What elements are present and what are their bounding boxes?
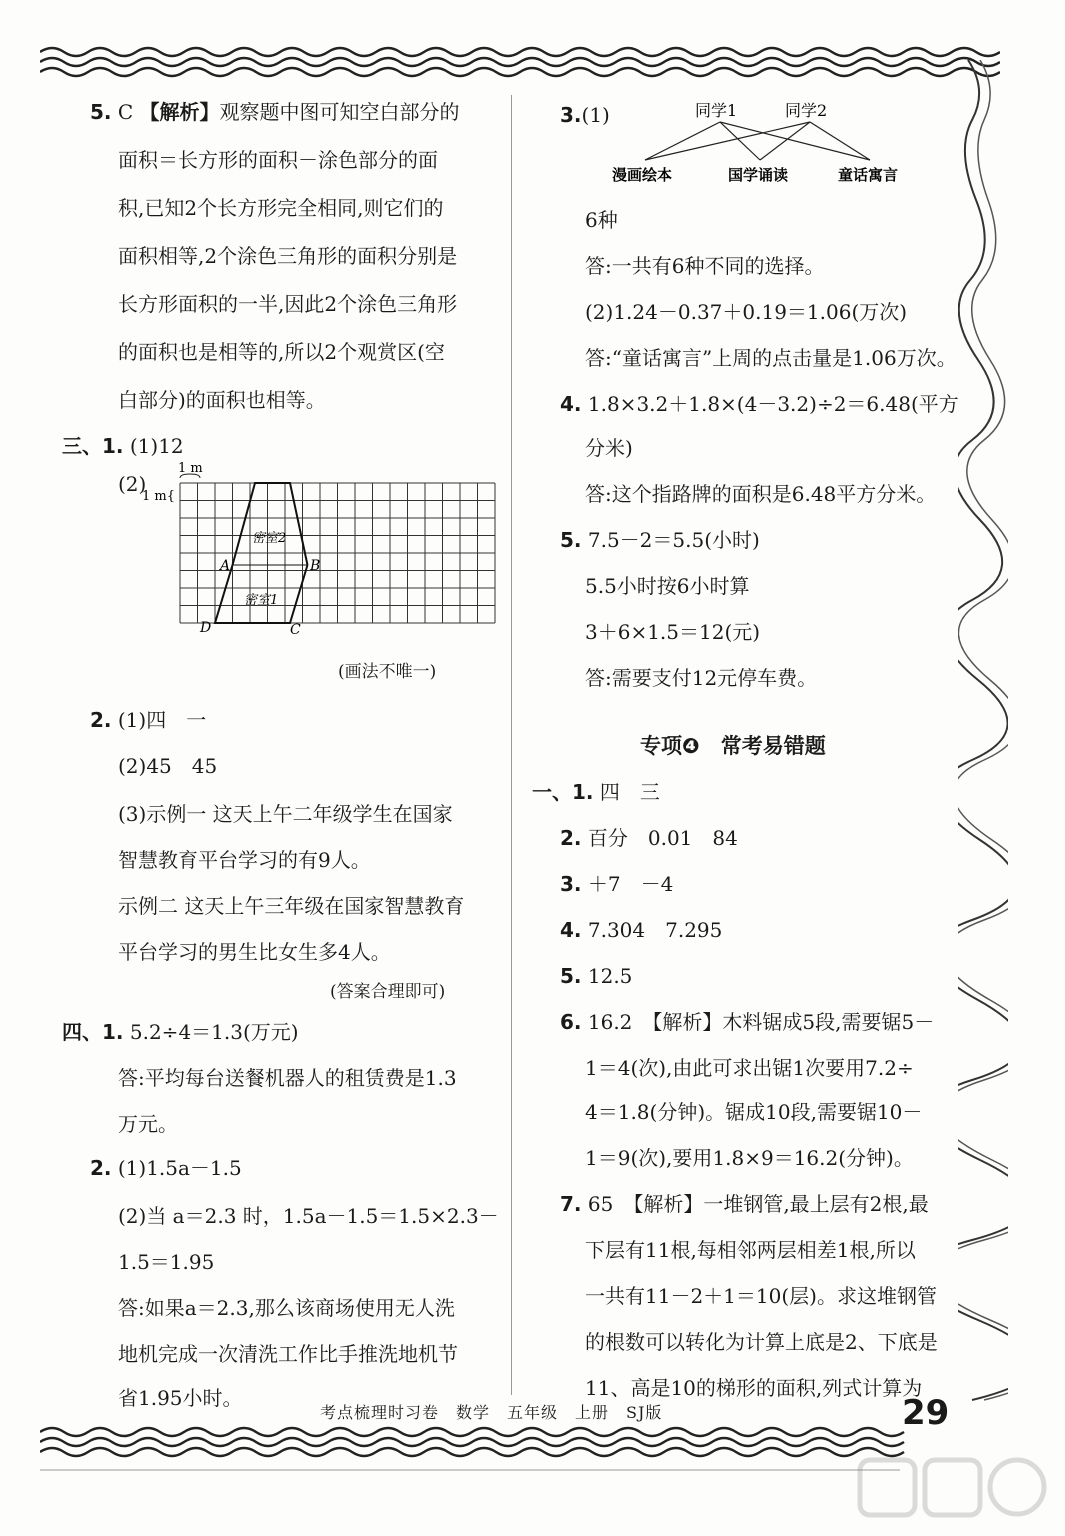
- right-q6-line: [560, 1010, 934, 1034]
- answer-note: (答案合理即可): [330, 982, 446, 1002]
- right-q6-text: 1＝4(次),由此可求出锯1次要用7.2÷: [585, 1056, 914, 1080]
- section-four-q2-text: (2)当 a＝2.3 时，1.5a－1.5＝1.5×2.3－: [118, 1204, 499, 1228]
- section-three-q1: [62, 434, 184, 458]
- right-q7-text: 65 【解析】一堆钢管,最上层有2根,最: [587, 1192, 929, 1216]
- left-q5-analysis-tag: 【解析】: [139, 100, 220, 124]
- section-four-q2-line: [90, 1156, 242, 1180]
- list-item: [560, 918, 722, 942]
- item-number: 2.: [560, 826, 582, 850]
- section-three-q2-text: 平台学习的男生比女生多4人。: [118, 940, 391, 964]
- right-q6-number: 6.: [560, 1010, 582, 1034]
- right-q4-text: 分米): [585, 436, 633, 460]
- room2-label: 密室2: [252, 531, 287, 546]
- watermark-logo: [855, 1455, 1055, 1525]
- item-number: 5.: [560, 964, 582, 988]
- section-four-q2-text: 地机完成一次清洗工作比手推洗地机节: [118, 1342, 458, 1366]
- section-three-q2-text: (2)45 45: [118, 754, 218, 778]
- left-q5-text-line: 的面积也是相等的,所以2个观赏区(空: [118, 340, 445, 364]
- grid-unit-left-label: 1 m{: [142, 489, 176, 504]
- tree-diagram: [600, 98, 940, 188]
- right-q3-text: 6种: [585, 208, 618, 232]
- section-four-q1-line: [62, 1020, 299, 1044]
- list-item: [560, 826, 738, 850]
- section-three-q2-line: [90, 708, 206, 732]
- section-three-q1-part2: (2): [118, 472, 147, 496]
- section-three-q2-text: 示例二 这天上午三年级在国家智慧教育: [118, 894, 465, 918]
- right-q6-text: 1＝9(次),要用1.8×9＝16.2(分钟)。: [585, 1146, 914, 1170]
- section-four-q2-text: 省1.95小时。: [118, 1386, 243, 1410]
- drawing-note: (画法不唯一): [338, 662, 437, 682]
- option3-label: 童话寓言: [838, 166, 899, 184]
- section-four-q2-text: 1.5＝1.95: [118, 1250, 215, 1274]
- left-q5-text-line: 观察题中图可知空白部分的: [219, 100, 460, 124]
- option1-label: 漫画绘本: [612, 166, 673, 184]
- right-q6-text: 4＝1.8(分钟)。锯成10段,需要锯10－: [585, 1100, 923, 1124]
- right-q7-text: 一共有11－2＋1＝10(层)。求这堆钢管: [585, 1284, 937, 1308]
- grid-diagram: [140, 458, 500, 638]
- option2-label: 国学诵读: [728, 166, 789, 184]
- item-number: 3.: [560, 872, 582, 896]
- right-q3-text: 答:“童话寓言”上周的点击量是1.06万次。: [585, 346, 957, 370]
- left-q5-text-line: 积,已知2个长方形完全相同,则它们的: [118, 196, 444, 220]
- section-three-q2-text: (3)示例一 这天上午二年级学生在国家: [118, 802, 453, 826]
- grid-unit-top-label: 1 m: [178, 461, 203, 476]
- item-text: 百分 0.01 84: [587, 826, 738, 850]
- top-wave-border: [40, 40, 1000, 85]
- right-q7-text: 11、高是10的梯形的面积,列式计算为: [585, 1376, 923, 1400]
- list-item: [560, 964, 632, 988]
- left-q5-text-line: 长方形面积的一半,因此2个涂色三角形: [118, 292, 458, 316]
- room1-label: 密室1: [244, 593, 279, 608]
- section-four-q1-text: 5.2÷4＝1.3(万元): [129, 1020, 299, 1044]
- right-q4-number: 4.: [560, 392, 582, 416]
- section-three-q2-number: 2.: [90, 708, 112, 732]
- right-q5-number: 5.: [560, 528, 582, 552]
- section-four-q2-text: 答:如果a＝2.3,那么该商场使用无人洗: [118, 1296, 455, 1320]
- right-q7-text: 下层有11根,每相邻两层相差1根,所以: [585, 1238, 916, 1262]
- point-a-label: A: [220, 558, 231, 574]
- item-text: 12.5: [587, 964, 633, 988]
- student1-label: 同学1: [695, 101, 738, 120]
- section-three-q1-number: 1.: [102, 434, 124, 458]
- right-q7-number: 7.: [560, 1192, 582, 1216]
- right-q3-text: (2)1.24－0.37＋0.19＝1.06(万次): [585, 300, 908, 324]
- right-q5-line: [560, 528, 760, 552]
- section-three-q1-part1: (1)12: [129, 434, 184, 458]
- right-s1-q1-line: [532, 780, 660, 804]
- student2-label: 同学2: [785, 101, 828, 120]
- page-number: 29: [902, 1393, 950, 1433]
- section-four-q2-text: (1)1.5a－1.5: [117, 1156, 242, 1180]
- tree-lines: [645, 122, 870, 160]
- point-b-label: B: [310, 558, 321, 574]
- item-number: 4.: [560, 918, 582, 942]
- section-three-q2-text: 智慧教育平台学习的有9人。: [118, 848, 371, 872]
- left-q5-text-line: 面积相等,2个涂色三角形的面积分别是: [118, 244, 458, 268]
- right-q7-text: 的根数可以转化为计算上底是2、下底是: [585, 1330, 938, 1354]
- list-item: [560, 872, 673, 896]
- left-q5-text-line: 白部分)的面积也相等。: [118, 388, 326, 412]
- item-text: ＋7 －4: [587, 872, 674, 896]
- right-q5-text: 3＋6×1.5＝12(元): [585, 620, 761, 644]
- section-four-label: 四、: [62, 1020, 102, 1044]
- right-q4-line: [560, 392, 959, 416]
- section-four-q1-number: 1.: [102, 1020, 124, 1044]
- footer-text: 考点梳理时习卷 数学 五年级 上册 SJ版: [320, 1403, 663, 1422]
- right-q5-text: 5.5小时按6小时算: [585, 574, 750, 598]
- right-q7-line: [560, 1192, 929, 1216]
- section-one-label: 一、: [532, 780, 572, 804]
- point-c-label: C: [290, 622, 301, 638]
- section-four-q2-number: 2.: [90, 1156, 112, 1180]
- item-text: 7.304 7.295: [587, 918, 723, 942]
- grid-lines: [180, 483, 495, 623]
- left-q5-number: 5.: [90, 100, 112, 124]
- section-three-label: 三、: [62, 434, 102, 458]
- right-q4-text: 答:这个指路牌的面积是6.48平方分米。: [585, 482, 937, 506]
- right-q5-text: 答:需要支付12元停车费。: [585, 666, 818, 690]
- column-divider: [511, 95, 512, 1395]
- right-q3-number: 3.: [560, 103, 582, 127]
- section-four-q1-text: 万元。: [118, 1112, 178, 1136]
- left-q5-answer: C: [117, 100, 134, 124]
- right-q6-text: 16.2 【解析】木料锯成5段,需要锯5－: [587, 1010, 935, 1034]
- section-four-q1-text: 答:平均每台送餐机器人的租赁费是1.3: [118, 1066, 457, 1090]
- item-text: 四 三: [599, 780, 660, 804]
- item-number: 1.: [572, 780, 594, 804]
- left-q5-first-line: [90, 100, 460, 124]
- section-three-q2-text: (1)四 一: [117, 708, 207, 732]
- left-q5-text-line: 面积＝长方形的面积－涂色部分的面: [118, 148, 438, 172]
- right-q3-sub: (1): [581, 103, 610, 127]
- right-q5-text: 7.5－2＝5.5(小时): [587, 528, 760, 552]
- right-q4-text: 1.8×3.2＋1.8×(4－3.2)÷2＝6.48(平方: [587, 392, 959, 416]
- right-q3-text: 答:一共有6种不同的选择。: [585, 254, 825, 278]
- section-title: 专项❹ 常考易错题: [640, 734, 826, 758]
- point-d-label: D: [200, 620, 212, 636]
- right-edge-border: [958, 60, 1008, 1440]
